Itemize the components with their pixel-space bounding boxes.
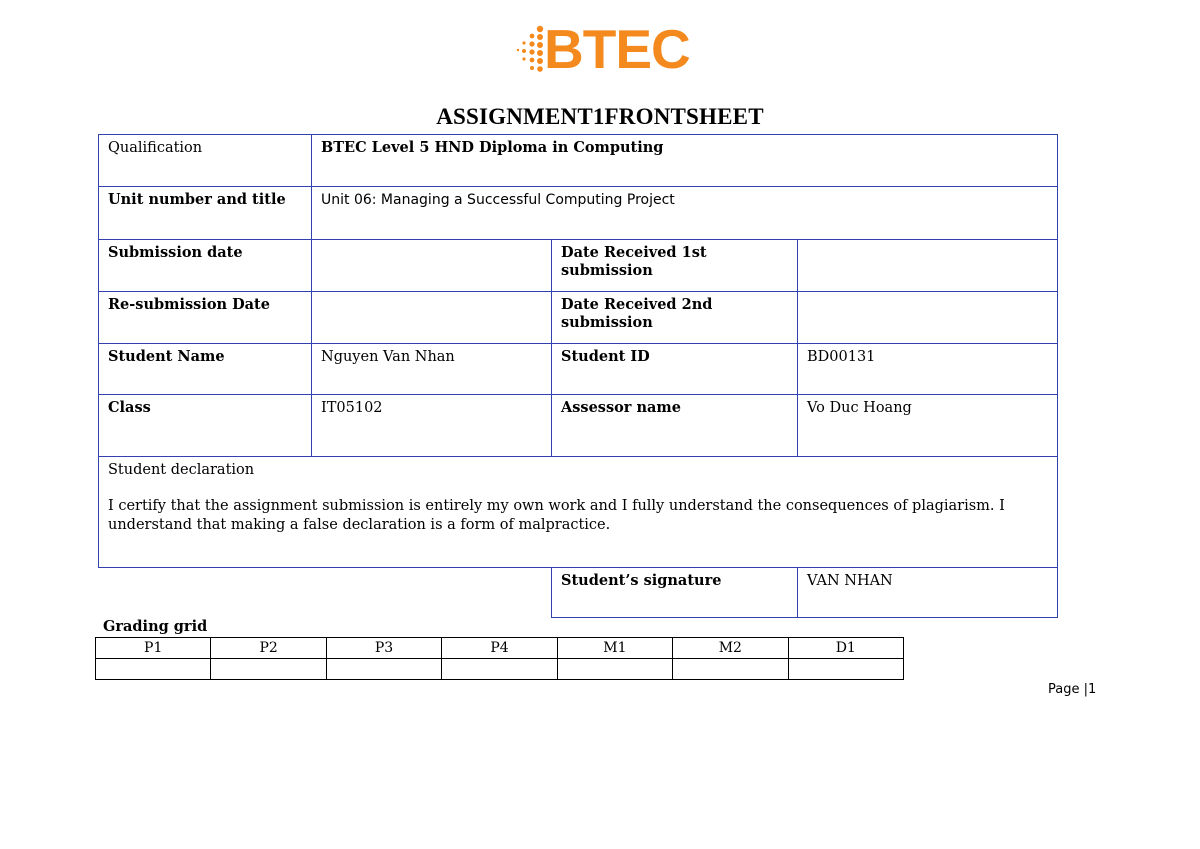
grade-cell — [442, 659, 557, 680]
front-sheet-table — [98, 134, 1058, 618]
table-row — [99, 395, 1058, 457]
table-row — [99, 187, 1058, 240]
date-received-1-label: Date Received 1st submission — [552, 240, 798, 292]
signature-label: Student’s signature — [552, 568, 798, 618]
page-number: Page |1 — [1048, 682, 1097, 697]
submission-date-value — [312, 240, 552, 292]
table-row — [99, 240, 1058, 292]
resubmission-date-label: Re-submission Date — [99, 292, 312, 344]
grade-cell — [211, 659, 326, 680]
signature-row — [99, 568, 1058, 618]
declaration-label: Student declaration — [108, 462, 255, 478]
resubmission-date-value — [312, 292, 552, 344]
table-row — [99, 344, 1058, 395]
grade-header-p1: P1 — [96, 638, 211, 659]
table-row — [99, 292, 1058, 344]
date-received-2-label: Date Received 2nd submission — [552, 292, 798, 344]
grade-header-d1: D1 — [788, 638, 903, 659]
student-name-label: Student Name — [99, 344, 312, 395]
declaration-row — [99, 457, 1058, 568]
table-row — [99, 135, 1058, 187]
grade-header-p3: P3 — [326, 638, 441, 659]
logo-dots-icon — [514, 24, 548, 74]
grade-header-m2: M2 — [673, 638, 788, 659]
unit-label: Unit number and title — [99, 187, 312, 240]
grading-header-row — [96, 638, 904, 659]
qualification-value: BTEC Level 5 HND Diploma in Computing — [312, 135, 1058, 187]
assessor-value: Vo Duc Hoang — [798, 395, 1058, 457]
declaration-text: I certify that the assignment submission is entirely my own work and I fully understand the consequences of plagiarism. I understand that making a false declaration is a form of malpractice. — [108, 498, 1005, 533]
qualification-label: Qualification — [99, 135, 312, 187]
grade-cell — [557, 659, 672, 680]
signature-value: VAN NHAN — [798, 568, 1058, 618]
btec-logo — [514, 18, 690, 80]
class-label: Class — [99, 395, 312, 457]
assessor-label: Assessor name — [552, 395, 798, 457]
date-received-2-value — [798, 292, 1058, 344]
class-value: IT05102 — [312, 395, 552, 457]
student-id-value: BD00131 — [798, 344, 1058, 395]
grade-cell — [326, 659, 441, 680]
grade-cell — [673, 659, 788, 680]
grade-header-p4: P4 — [442, 638, 557, 659]
date-received-1-value — [798, 240, 1058, 292]
signature-spacer — [99, 568, 552, 618]
grade-cell — [788, 659, 903, 680]
grade-cell — [96, 659, 211, 680]
grade-header-m1: M1 — [557, 638, 672, 659]
logo-text: BTEC — [544, 18, 690, 80]
grading-value-row — [96, 659, 904, 680]
declaration-cell — [99, 457, 1058, 568]
grading-grid-label: Grading grid — [103, 618, 208, 635]
grade-header-p2: P2 — [211, 638, 326, 659]
unit-value: Unit 06: Managing a Successful Computing Project — [312, 187, 1058, 240]
grading-grid-table — [95, 637, 904, 680]
page-title: ASSIGNMENT1FRONTSHEET — [436, 104, 764, 129]
student-name-value: Nguyen Van Nhan — [312, 344, 552, 395]
student-id-label: Student ID — [552, 344, 798, 395]
submission-date-label: Submission date — [99, 240, 312, 292]
